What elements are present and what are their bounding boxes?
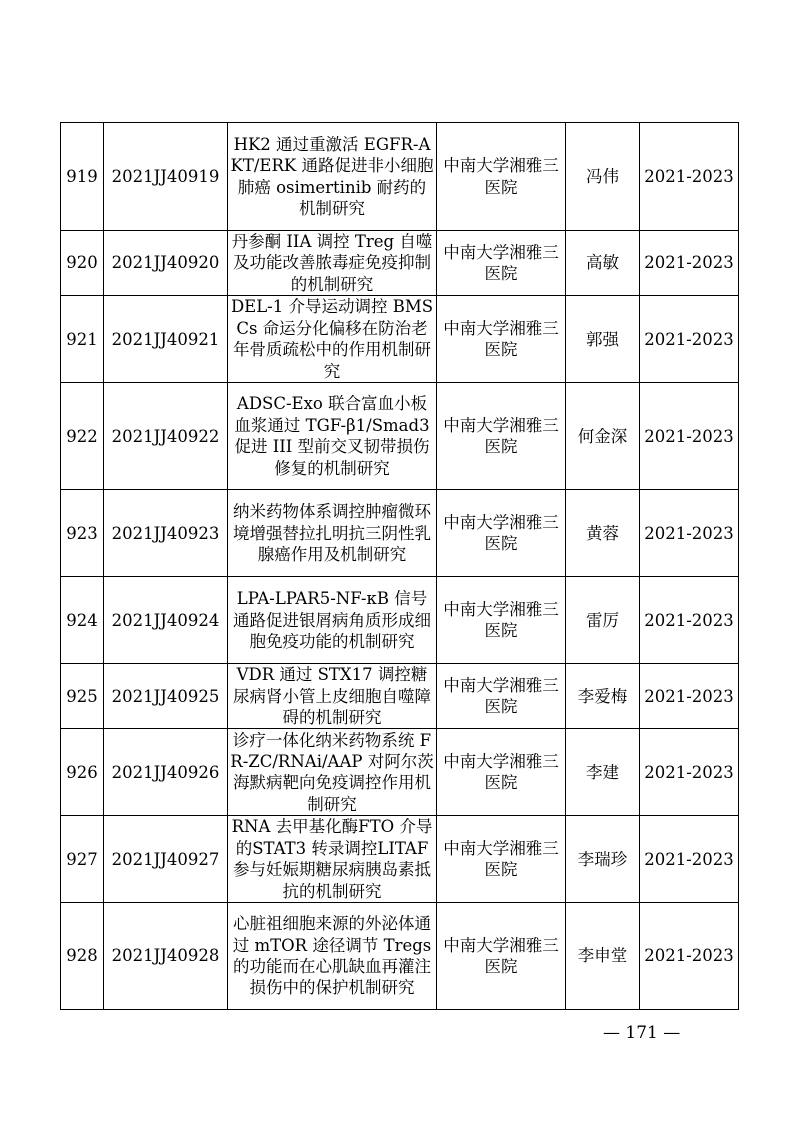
principal-investigator-cell-text: 郭强 — [586, 329, 619, 349]
period-cell — [640, 816, 739, 903]
institution-cell — [437, 383, 566, 490]
project-id-cell-text: 2021JJ40923 — [111, 523, 220, 543]
project-id-cell — [104, 816, 228, 903]
project-title-cell-text: 诊疗一体化纳米药物系统 FR-ZC/RNAi/AAP 对阿尔茨海默病靶向免疫调控作用机制研究 — [230, 730, 434, 814]
principal-investigator-cell-text: 黄蓉 — [586, 523, 619, 543]
principal-investigator-cell-text: 李建 — [586, 762, 619, 782]
institution-cell-text: 中南大学湘雅三医院 — [443, 156, 559, 197]
project-title-cell-text: LPA-LPAR5-NF-κB 信号通路促进银屑病角质形成细胞免疫功能的机制研究 — [233, 589, 431, 651]
project-id-cell-text: 2021JJ40924 — [111, 610, 220, 630]
institution-cell-text: 中南大学湘雅三医院 — [443, 838, 559, 880]
principal-investigator-cell — [566, 231, 640, 296]
period-cell — [640, 123, 739, 231]
institution-cell — [437, 903, 566, 1010]
institution-cell-text: 中南大学湘雅三医院 — [443, 675, 559, 717]
period-cell — [640, 664, 739, 729]
period-cell-text: 2021-2023 — [644, 686, 734, 706]
project-title-cell-text: 丹参酮 IIA 调控 Treg 自噬及功能改善脓毒症免疫抑制的机制研究 — [231, 232, 433, 294]
project-title-cell — [228, 231, 437, 296]
institution-cell-text: 中南大学湘雅三医院 — [443, 415, 559, 457]
project-title-cell-text: DEL-1 介导运动调控 BMSCs 命运分化偏移在防治老年骨质疏松中的作用机制研究 — [230, 297, 434, 381]
period-cell-text: 2021-2023 — [644, 762, 734, 782]
period-cell — [640, 577, 739, 664]
project-title-cell — [228, 903, 437, 1010]
project-title-cell — [228, 729, 437, 816]
row-number-cell — [61, 816, 104, 903]
project-title-cell — [228, 296, 437, 383]
table-row — [61, 577, 739, 664]
principal-investigator-cell-text: 李申堂 — [577, 946, 628, 966]
row-number-cell-text: 924 — [66, 610, 98, 630]
project-id-cell — [104, 903, 228, 1010]
project-title-cell — [228, 577, 437, 664]
row-number-cell — [61, 903, 104, 1010]
institution-cell-text: 中南大学湘雅三医院 — [443, 935, 559, 977]
project-id-cell — [104, 729, 228, 816]
row-number-cell-text: 927 — [66, 849, 98, 869]
project-id-cell-text: 2021JJ40928 — [111, 946, 220, 966]
principal-investigator-cell — [566, 729, 640, 816]
institution-cell — [437, 490, 566, 577]
table-row — [61, 490, 739, 577]
principal-investigator-cell-text: 冯伟 — [586, 166, 619, 186]
period-cell-text: 2021-2023 — [644, 523, 734, 543]
project-id-cell — [104, 296, 228, 383]
table-row — [61, 123, 739, 231]
row-number-cell — [61, 577, 104, 664]
row-number-cell — [61, 664, 104, 729]
institution-cell — [437, 123, 566, 231]
period-cell-text: 2021-2023 — [644, 946, 734, 966]
table-row — [61, 816, 739, 903]
project-title-cell — [228, 123, 437, 231]
row-number-cell — [61, 490, 104, 577]
project-title-cell-text: ADSC-Exo 联合富血小板血浆通过 TGF-β1/Smad3 促进 III 型前交叉韧带损伤修复的机制研究 — [234, 394, 430, 478]
project-id-cell — [104, 383, 228, 490]
principal-investigator-cell-text: 李瑞珍 — [577, 849, 628, 869]
principal-investigator-cell-text: 高敏 — [586, 253, 619, 273]
project-title-cell-text: HK2 通过重激活 EGFR-AKT/ERK 通路促进非小细胞肺癌 osimertinib 耐药的机制研究 — [230, 134, 434, 218]
row-number-cell-text: 920 — [66, 253, 98, 273]
project-id-cell — [104, 231, 228, 296]
period-cell — [640, 490, 739, 577]
principal-investigator-cell — [566, 490, 640, 577]
institution-cell-text: 中南大学湘雅三医院 — [443, 242, 559, 284]
row-number-cell-text: 921 — [66, 329, 98, 349]
row-number-cell-text: 925 — [66, 686, 98, 706]
principal-investigator-cell-text: 李爱梅 — [577, 686, 628, 706]
table-body — [61, 123, 739, 1010]
row-number-cell — [61, 123, 104, 231]
project-id-cell-text: 2021JJ40920 — [111, 253, 220, 273]
row-number-cell — [61, 296, 104, 383]
project-id-cell — [104, 123, 228, 231]
period-cell-text: 2021-2023 — [644, 426, 734, 446]
institution-cell — [437, 231, 566, 296]
institution-cell-text: 中南大学湘雅三医院 — [443, 752, 559, 793]
principal-investigator-cell — [566, 123, 640, 231]
row-number-cell — [61, 729, 104, 816]
row-number-cell — [61, 383, 104, 490]
period-cell-text: 2021-2023 — [644, 329, 734, 349]
project-title-cell — [228, 383, 437, 490]
project-id-cell — [104, 490, 228, 577]
table-row — [61, 729, 739, 816]
institution-cell-text: 中南大学湘雅三医院 — [443, 318, 559, 360]
principal-investigator-cell — [566, 577, 640, 664]
institution-cell-text: 中南大学湘雅三医院 — [443, 599, 559, 641]
project-title-cell — [228, 664, 437, 729]
row-number-cell — [61, 231, 104, 296]
project-title-cell-text: RNA 去甲基化酶FTO 介导的STAT3 转录调控LITAF参与妊娠期糖尿病胰岛素抵抗的机制研究 — [231, 817, 433, 901]
period-cell — [640, 903, 739, 1010]
table-row — [61, 903, 739, 1010]
project-id-cell — [104, 664, 228, 729]
project-title-cell-text: 纳米药物体系调控肿瘤微环境增强替拉扎明抗三阴性乳腺癌作用及机制研究 — [233, 502, 431, 564]
row-number-cell-text: 922 — [66, 426, 98, 446]
institution-cell-text: 中南大学湘雅三医院 — [443, 512, 559, 554]
principal-investigator-cell — [566, 383, 640, 490]
row-number-cell-text: 928 — [66, 946, 98, 966]
principal-investigator-cell — [566, 664, 640, 729]
principal-investigator-cell-text: 何金深 — [577, 426, 628, 446]
period-cell-text: 2021-2023 — [644, 849, 734, 869]
project-id-cell-text: 2021JJ40922 — [111, 426, 220, 446]
project-title-cell — [228, 816, 437, 903]
period-cell-text: 2021-2023 — [644, 166, 734, 186]
institution-cell — [437, 577, 566, 664]
page-number: — 171 — — [603, 1023, 681, 1043]
period-cell-text: 2021-2023 — [644, 610, 734, 630]
project-id-cell-text: 2021JJ40927 — [111, 849, 220, 869]
project-id-cell-text: 2021JJ40925 — [111, 686, 220, 706]
institution-cell — [437, 296, 566, 383]
project-title-cell-text: 心脏祖细胞来源的外泌体通过 mTOR 途径调节 Tregs 的功能而在心肌缺血再灌注损伤中的保护机制研究 — [232, 914, 432, 998]
principal-investigator-cell — [566, 903, 640, 1010]
project-title-cell — [228, 490, 437, 577]
period-cell — [640, 383, 739, 490]
institution-cell — [437, 664, 566, 729]
project-id-cell-text: 2021JJ40921 — [111, 329, 220, 349]
institution-cell — [437, 816, 566, 903]
project-id-cell — [104, 577, 228, 664]
project-id-cell-text: 2021JJ40919 — [111, 166, 220, 186]
project-id-cell-text: 2021JJ40926 — [111, 762, 220, 782]
principal-investigator-cell — [566, 816, 640, 903]
table-row — [61, 664, 739, 729]
period-cell — [640, 729, 739, 816]
row-number-cell-text: 926 — [66, 762, 98, 782]
row-number-cell-text: 923 — [66, 523, 98, 543]
principal-investigator-cell-text: 雷厉 — [586, 610, 619, 630]
period-cell — [640, 296, 739, 383]
period-cell — [640, 231, 739, 296]
institution-cell — [437, 729, 566, 816]
project-title-cell-text: VDR 通过 STX17 调控糖尿病肾小管上皮细胞自噬障碍的机制研究 — [233, 665, 431, 728]
table-row — [61, 231, 739, 296]
row-number-cell-text: 919 — [66, 166, 98, 186]
period-cell-text: 2021-2023 — [644, 253, 734, 273]
principal-investigator-cell — [566, 296, 640, 383]
table-row — [61, 296, 739, 383]
project-table — [60, 122, 739, 1010]
table-row — [61, 383, 739, 490]
